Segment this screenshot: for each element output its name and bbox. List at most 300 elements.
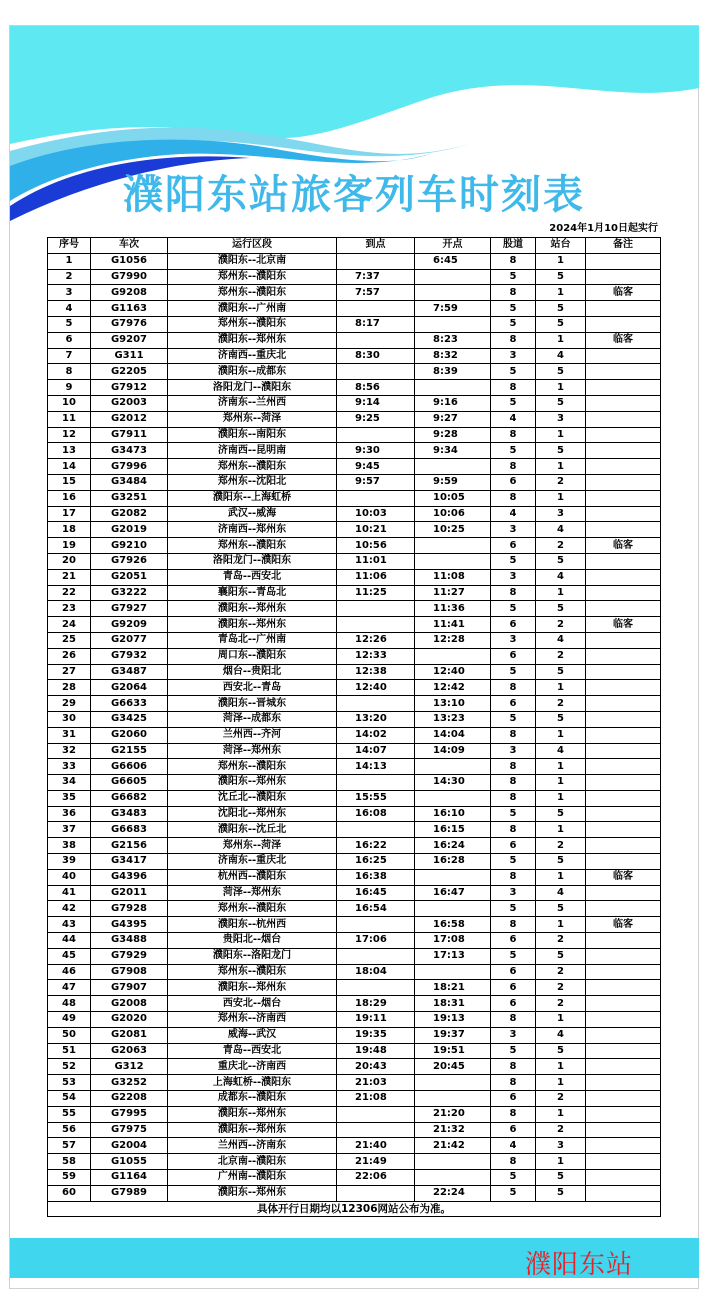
platform-cell: 1 [536,917,586,933]
arrive-cell: 14:02 [337,727,415,743]
remark-cell: 临客 [586,917,661,933]
arrive-cell [337,917,415,933]
effective-date: 2024年1月10日起实行 [549,223,658,234]
train-cell: G2051 [91,569,168,585]
table-row [48,869,661,885]
table-row [48,917,661,933]
platform-cell: 5 [536,301,586,317]
platform-cell: 5 [536,664,586,680]
seq-cell: 54 [48,1091,91,1107]
seq-cell: 47 [48,980,91,996]
remark-cell [586,933,661,949]
platform-cell: 5 [536,364,586,380]
table-row [48,1027,661,1043]
section-cell: 烟台--贵阳北 [168,664,337,680]
train-cell: G2155 [91,743,168,759]
section-cell: 郑州东--沈阳北 [168,474,337,490]
section-cell: 兰州西--济南东 [168,1138,337,1154]
train-cell: G2003 [91,395,168,411]
train-cell: G7927 [91,601,168,617]
track-cell: 5 [491,553,536,569]
platform-cell: 1 [536,1106,586,1122]
depart-cell: 9:28 [415,427,491,443]
platform-cell: 5 [536,316,586,332]
arrive-cell: 12:40 [337,680,415,696]
remark-cell: 临客 [586,285,661,301]
track-cell: 8 [491,917,536,933]
remark-cell [586,1122,661,1138]
track-cell: 6 [491,996,536,1012]
table-row [48,680,661,696]
depart-cell [415,285,491,301]
track-cell: 8 [491,285,536,301]
depart-cell: 16:28 [415,854,491,870]
track-cell: 5 [491,364,536,380]
section-cell: 菏泽--成都东 [168,711,337,727]
remark-cell [586,1027,661,1043]
timetable [47,237,661,1217]
platform-cell: 5 [536,948,586,964]
arrive-cell: 9:45 [337,459,415,475]
table-row [48,711,661,727]
train-cell: G7976 [91,316,168,332]
remark-cell [586,253,661,269]
arrive-cell: 8:30 [337,348,415,364]
remark-cell [586,680,661,696]
section-cell: 郑州东--濮阳东 [168,285,337,301]
track-cell: 5 [491,806,536,822]
table-row [48,980,661,996]
track-cell: 6 [491,538,536,554]
table-row [48,490,661,506]
table-row [48,522,661,538]
platform-cell: 2 [536,980,586,996]
section-cell: 洛阳龙门--濮阳东 [168,553,337,569]
track-cell: 8 [491,822,536,838]
depart-cell: 14:09 [415,743,491,759]
section-cell: 濮阳东--郑州东 [168,1122,337,1138]
train-cell: G3483 [91,806,168,822]
arrive-cell [337,1122,415,1138]
depart-cell: 18:31 [415,996,491,1012]
train-cell: G2064 [91,680,168,696]
section-cell: 濮阳东--郑州东 [168,980,337,996]
track-cell: 6 [491,474,536,490]
depart-cell: 7:59 [415,301,491,317]
train-cell: G2019 [91,522,168,538]
table-row [48,285,661,301]
train-cell: G9208 [91,285,168,301]
train-cell: G9210 [91,538,168,554]
remark-cell [586,1138,661,1154]
footnote: 具体开行日期均以12306网站公布为准。 [48,1201,661,1217]
remark-cell [586,996,661,1012]
train-cell: G7929 [91,948,168,964]
depart-cell: 6:45 [415,253,491,269]
table-row [48,474,661,490]
seq-cell: 12 [48,427,91,443]
track-cell: 8 [491,1012,536,1028]
remark-cell [586,664,661,680]
train-cell: G311 [91,348,168,364]
arrive-cell: 14:07 [337,743,415,759]
depart-cell: 11:36 [415,601,491,617]
section-cell: 兰州西--齐河 [168,727,337,743]
track-cell: 5 [491,664,536,680]
platform-cell: 5 [536,806,586,822]
train-cell: G7995 [91,1106,168,1122]
seq-cell: 53 [48,1075,91,1091]
train-cell: G2205 [91,364,168,380]
depart-cell: 14:04 [415,727,491,743]
remark-cell [586,1185,661,1201]
track-cell: 8 [491,1154,536,1170]
arrive-cell: 8:56 [337,380,415,396]
remark-cell [586,648,661,664]
arrive-cell: 19:35 [337,1027,415,1043]
track-cell: 5 [491,901,536,917]
seq-cell: 51 [48,1043,91,1059]
arrive-cell [337,301,415,317]
depart-cell: 21:20 [415,1106,491,1122]
section-cell: 濮阳东--广州南 [168,301,337,317]
table-row [48,301,661,317]
track-cell: 3 [491,885,536,901]
seq-cell: 7 [48,348,91,364]
arrive-cell [337,775,415,791]
seq-cell: 43 [48,917,91,933]
train-cell: G2156 [91,838,168,854]
depart-cell: 21:32 [415,1122,491,1138]
seq-cell: 10 [48,395,91,411]
section-cell: 濮阳东--北京南 [168,253,337,269]
arrive-cell: 16:08 [337,806,415,822]
table-row [48,1122,661,1138]
arrive-cell [337,1106,415,1122]
platform-cell: 1 [536,790,586,806]
seq-cell: 20 [48,553,91,569]
table-row [48,380,661,396]
remark-cell: 临客 [586,869,661,885]
train-cell: G3417 [91,854,168,870]
col-header-platform: 站台 [536,238,586,254]
seq-cell: 16 [48,490,91,506]
section-cell: 沈阳北--郑州东 [168,806,337,822]
seq-cell: 3 [48,285,91,301]
seq-cell: 21 [48,569,91,585]
seq-cell: 8 [48,364,91,380]
train-cell: G3252 [91,1075,168,1091]
train-cell: G3487 [91,664,168,680]
platform-cell: 1 [536,1059,586,1075]
seq-cell: 30 [48,711,91,727]
train-cell: G2081 [91,1027,168,1043]
seq-cell: 38 [48,838,91,854]
depart-cell [415,1170,491,1186]
depart-cell: 21:42 [415,1138,491,1154]
section-cell: 济南西--重庆北 [168,348,337,364]
track-cell: 5 [491,948,536,964]
seq-cell: 55 [48,1106,91,1122]
train-cell: G7932 [91,648,168,664]
section-cell: 威海--武汉 [168,1027,337,1043]
arrive-cell: 16:22 [337,838,415,854]
table-row [48,1075,661,1091]
platform-cell: 1 [536,869,586,885]
section-cell: 青岛北--广州南 [168,632,337,648]
remark-cell [586,569,661,585]
arrive-cell [337,1185,415,1201]
table-row [48,948,661,964]
section-cell: 青岛--西安北 [168,1043,337,1059]
section-cell: 濮阳东--沈丘北 [168,822,337,838]
depart-cell [415,790,491,806]
table-row [48,617,661,633]
section-cell: 西安北--青岛 [168,680,337,696]
arrive-cell: 16:54 [337,901,415,917]
arrive-cell: 11:01 [337,553,415,569]
track-cell: 8 [491,380,536,396]
section-cell: 西安北--烟台 [168,996,337,1012]
depart-cell [415,759,491,775]
seq-cell: 26 [48,648,91,664]
track-cell: 5 [491,1185,536,1201]
platform-cell: 3 [536,506,586,522]
arrive-cell: 14:13 [337,759,415,775]
station-name: 濮阳东站 [524,1250,633,1280]
platform-cell: 2 [536,964,586,980]
seq-cell: 39 [48,854,91,870]
arrive-cell: 18:29 [337,996,415,1012]
table-row [48,1170,661,1186]
platform-cell: 2 [536,617,586,633]
depart-cell: 10:05 [415,490,491,506]
seq-cell: 41 [48,885,91,901]
seq-cell: 58 [48,1154,91,1170]
platform-cell: 5 [536,711,586,727]
train-cell: G6605 [91,775,168,791]
train-cell: G2012 [91,411,168,427]
seq-cell: 44 [48,933,91,949]
platform-cell: 5 [536,553,586,569]
remark-cell [586,790,661,806]
arrive-cell [337,601,415,617]
depart-cell: 8:23 [415,332,491,348]
remark-cell [586,1091,661,1107]
depart-cell [415,459,491,475]
seq-cell: 48 [48,996,91,1012]
table-row [48,790,661,806]
seq-cell: 19 [48,538,91,554]
depart-cell [415,964,491,980]
track-cell: 5 [491,443,536,459]
arrive-cell: 11:06 [337,569,415,585]
train-cell: G2060 [91,727,168,743]
seq-cell: 33 [48,759,91,775]
depart-cell: 22:24 [415,1185,491,1201]
platform-cell: 1 [536,680,586,696]
seq-cell: 29 [48,696,91,712]
platform-cell: 5 [536,854,586,870]
track-cell: 8 [491,790,536,806]
seq-cell: 37 [48,822,91,838]
seq-cell: 45 [48,948,91,964]
track-cell: 8 [491,775,536,791]
table-row [48,1138,661,1154]
depart-cell [415,1154,491,1170]
track-cell: 8 [491,459,536,475]
section-cell: 濮阳东--晋城东 [168,696,337,712]
page-title: 濮阳东站旅客列车时刻表 [123,171,585,218]
col-header-track: 股道 [491,238,536,254]
seq-cell: 32 [48,743,91,759]
arrive-cell [337,427,415,443]
table-row [48,822,661,838]
remark-cell [586,585,661,601]
seq-cell: 1 [48,253,91,269]
remark-cell [586,759,661,775]
arrive-cell [337,617,415,633]
arrive-cell: 8:17 [337,316,415,332]
track-cell: 6 [491,617,536,633]
table-row [48,696,661,712]
track-cell: 5 [491,301,536,317]
track-cell: 6 [491,964,536,980]
remark-cell [586,980,661,996]
depart-cell: 8:39 [415,364,491,380]
seq-cell: 5 [48,316,91,332]
remark-cell [586,1043,661,1059]
depart-cell: 9:27 [415,411,491,427]
train-cell: G7928 [91,901,168,917]
train-cell: G3222 [91,585,168,601]
arrive-cell: 15:55 [337,790,415,806]
track-cell: 6 [491,980,536,996]
depart-cell: 11:41 [415,617,491,633]
table-row [48,964,661,980]
track-cell: 8 [491,869,536,885]
arrive-cell: 9:57 [337,474,415,490]
track-cell: 5 [491,854,536,870]
table-row [48,727,661,743]
seq-cell: 49 [48,1012,91,1028]
section-cell: 濮阳东--成都东 [168,364,337,380]
depart-cell: 19:51 [415,1043,491,1059]
arrive-cell: 21:03 [337,1075,415,1091]
remark-cell [586,1106,661,1122]
remark-cell [586,553,661,569]
train-cell: G1163 [91,301,168,317]
arrive-cell: 9:25 [337,411,415,427]
table-row [48,1043,661,1059]
seq-cell: 22 [48,585,91,601]
platform-cell: 5 [536,1170,586,1186]
track-cell: 8 [491,1106,536,1122]
track-cell: 8 [491,680,536,696]
platform-cell: 2 [536,538,586,554]
remark-cell [586,727,661,743]
train-cell: G7989 [91,1185,168,1201]
remark-cell [586,506,661,522]
seq-cell: 40 [48,869,91,885]
section-cell: 郑州东--濮阳东 [168,901,337,917]
section-cell: 濮阳东--杭州西 [168,917,337,933]
arrive-cell: 12:38 [337,664,415,680]
section-cell: 济南西--昆明南 [168,443,337,459]
arrive-cell: 18:04 [337,964,415,980]
section-cell: 菏泽--郑州东 [168,743,337,759]
table-row [48,332,661,348]
table-row [48,901,661,917]
section-cell: 郑州东--濮阳东 [168,316,337,332]
table-row [48,269,661,285]
remark-cell [586,522,661,538]
section-cell: 北京南--濮阳东 [168,1154,337,1170]
col-header-arrive: 到点 [337,238,415,254]
seq-cell: 4 [48,301,91,317]
train-cell: G7975 [91,1122,168,1138]
arrive-cell: 20:43 [337,1059,415,1075]
platform-cell: 4 [536,1027,586,1043]
train-cell: G2004 [91,1138,168,1154]
table-row [48,395,661,411]
train-cell: G6633 [91,696,168,712]
remark-cell: 临客 [586,538,661,554]
depart-cell: 10:25 [415,522,491,538]
platform-cell: 1 [536,490,586,506]
section-cell: 济南东--兰州西 [168,395,337,411]
arrive-cell [337,822,415,838]
table-row [48,806,661,822]
train-cell: G6682 [91,790,168,806]
train-cell: G312 [91,1059,168,1075]
depart-cell: 9:59 [415,474,491,490]
depart-cell: 11:08 [415,569,491,585]
section-cell: 周口东--濮阳东 [168,648,337,664]
depart-cell [415,901,491,917]
seq-cell: 9 [48,380,91,396]
depart-cell: 12:40 [415,664,491,680]
depart-cell: 18:21 [415,980,491,996]
arrive-cell: 19:11 [337,1012,415,1028]
depart-cell: 12:42 [415,680,491,696]
section-cell: 郑州东--濮阳东 [168,459,337,475]
table-row [48,364,661,380]
depart-cell: 11:27 [415,585,491,601]
section-cell: 濮阳东--郑州东 [168,1106,337,1122]
section-cell: 贵阳北--烟台 [168,933,337,949]
remark-cell [586,632,661,648]
seq-cell: 6 [48,332,91,348]
section-cell: 郑州东--濮阳东 [168,269,337,285]
arrive-cell: 17:06 [337,933,415,949]
remark-cell [586,806,661,822]
arrive-cell [337,948,415,964]
train-cell: G2208 [91,1091,168,1107]
section-cell: 菏泽--郑州东 [168,885,337,901]
remark-cell [586,269,661,285]
seq-cell: 35 [48,790,91,806]
depart-cell: 12:28 [415,632,491,648]
seq-cell: 17 [48,506,91,522]
remark-cell [586,1012,661,1028]
platform-cell: 3 [536,411,586,427]
table-row [48,1091,661,1107]
platform-cell: 2 [536,996,586,1012]
seq-cell: 11 [48,411,91,427]
depart-cell: 9:16 [415,395,491,411]
train-cell: G3251 [91,490,168,506]
